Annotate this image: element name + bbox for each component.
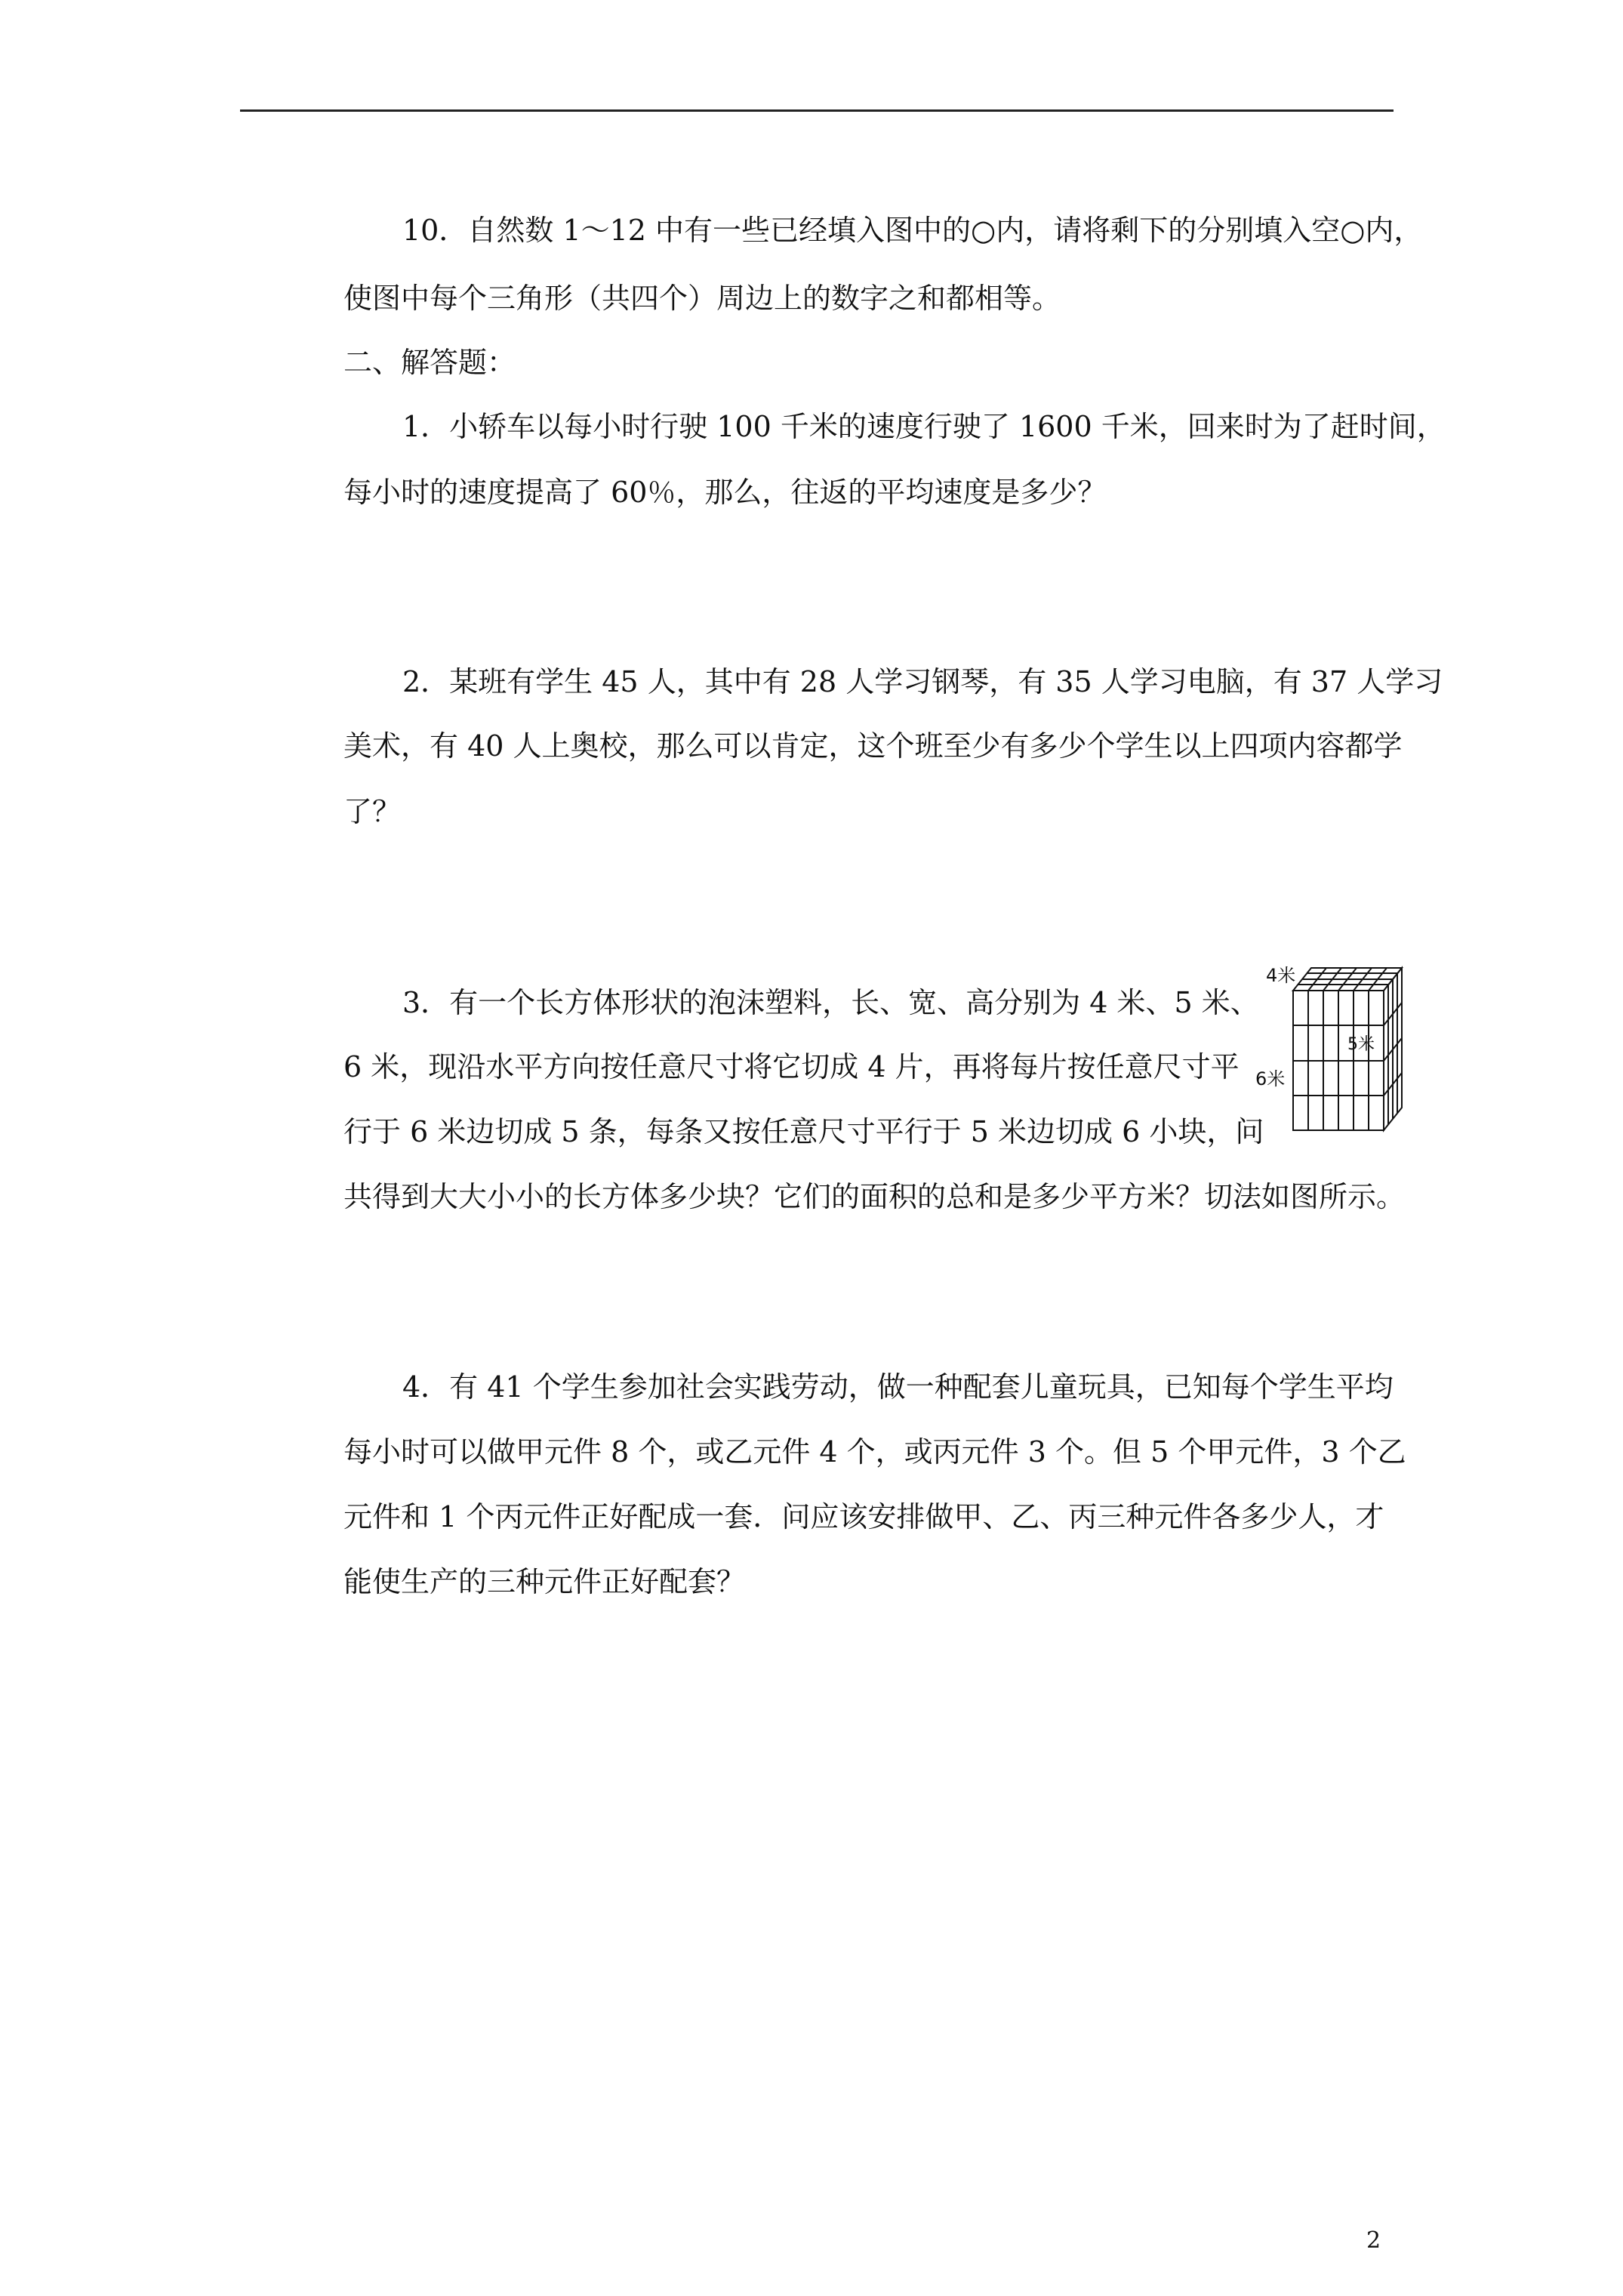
q4-line-1: 4．有 41 个学生参加社会实践劳动，做一种配套儿童玩具，已知每个学生平均 — [402, 1370, 1394, 1404]
figure-label-top: 4米 — [1266, 965, 1296, 986]
q1-line-1: 1．小轿车以每小时行驶 100 千米的速度行驶了 1600 千米，回来时为了赶时间， — [402, 410, 1446, 443]
q2-line-2: 美术，有 40 人上奥校，那么可以肯定，这个班至少有多少个学生以上四项内容都学 — [343, 729, 1403, 763]
q1-line-2: 每小时的速度提高了 60％，那么，往返的平均速度是多少？ — [343, 476, 1107, 509]
q2-line-1: 2．某班有学生 45 人，其中有 28 人学习钢琴，有 35 人学习电脑，有 37 人学习 — [402, 665, 1443, 698]
cuboid-figure — [1255, 953, 1408, 1138]
page-number: 2 — [1366, 2227, 1381, 2254]
figure-label-right: 5米 — [1347, 1035, 1375, 1054]
header-rule — [240, 109, 1394, 112]
section-title: 二、解答题： — [343, 346, 516, 379]
q3-line-2: 6 米，现沿水平方向按任意尺寸将它切成 4 片，再将每片按任意尺寸平 — [343, 1050, 1240, 1083]
figure-label-left: 6米 — [1255, 1068, 1286, 1089]
q4-line-2: 每小时可以做甲元件 8 个，或乙元件 4 个，或丙元件 3 个。但 5 个甲元件，3 个乙 — [343, 1435, 1406, 1469]
q2-line-3: 了？ — [343, 795, 402, 828]
q4-line-4: 能使生产的三种元件正好配套？ — [343, 1565, 746, 1598]
q3-line-4: 共得到大大小小的长方体多少块？它们的面积的总和是多少平方米？切法如图所示。 — [343, 1180, 1406, 1213]
problem-10-line-2: 使图中每个三角形（共四个）周边上的数字之和都相等。 — [343, 282, 1061, 315]
problem-10-line-1: 10．自然数 1～12 中有一些已经填入图中的○内，请将剩下的分别填入空○内， — [402, 214, 1423, 247]
q3-line-3: 行于 6 米边切成 5 条，每条又按任意尺寸平行于 5 米边切成 6 小块，问 — [343, 1115, 1264, 1148]
q3-line-1: 3．有一个长方体形状的泡沫塑料，长、宽、高分别为 4 米、5 米、 — [402, 986, 1259, 1019]
q4-line-3: 元件和 1 个丙元件正好配成一套．问应该安排做甲、乙、丙三种元件各多少人，才 — [343, 1500, 1384, 1533]
